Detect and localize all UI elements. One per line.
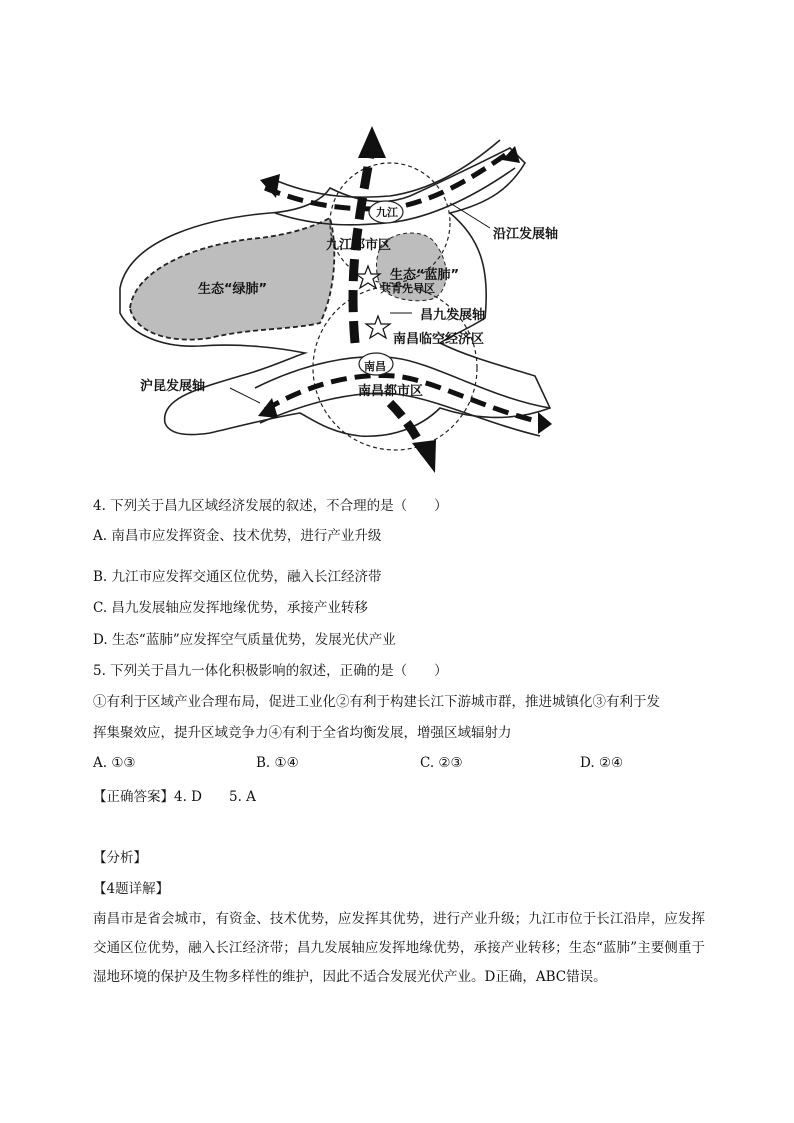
q4-stem: 4. 下列关于昌九区域经济发展的叙述，不合理的是（ ） (93, 498, 448, 514)
jiujiang-metro-label: 九江都市区 (326, 238, 392, 253)
riverside-axis-band (275, 153, 510, 209)
jiujiang-label: 九江 (376, 206, 398, 219)
blue-lung-label: 生态“蓝肺” (390, 268, 460, 283)
nanchang-label: 南昌 (364, 360, 386, 373)
detail-text: 南昌市是省会城市，有资金、技术优势，应发挥其优势，进行产业升级；九江市位于长江沿岸，应发挥交通区位优势，融入长江经济带；昌九发展轴应发挥地缘优势，承接产业转移；生态“蓝肺”主要侧重于湿地环境的保护及生物多样性的维护，因此不适合发展光伏产业。D正确，ABC错误。 (93, 911, 705, 985)
q4-option-b: B. 九江市应发挥交通区位优势，融入长江经济带 (93, 569, 382, 585)
q4-option-c: C. 昌九发展轴应发挥地缘优势，承接产业转移 (93, 600, 368, 616)
q5-statement-line2: 挥集聚效应，提升区域竞争力④有利于全省均衡发展，增强区域辐射力 (93, 725, 512, 741)
gongqing-label: 共青先导区 (380, 282, 435, 295)
q5-option-c: C. ②③ (420, 755, 463, 771)
q5-option-d: D. ②④ (580, 755, 624, 771)
q5-stem: 5. 下列关于昌九一体化积极影响的叙述，正确的是（ ） (93, 663, 448, 679)
analysis-title: 【分析】 (93, 850, 147, 866)
answer-line: 【正确答案】4. D 5. A (93, 789, 256, 805)
gongqing-star (356, 266, 380, 288)
q5-option-b: B. ①④ (256, 755, 299, 771)
detail-title: 【4题详解】 (93, 881, 170, 897)
hukun-axis-label: 沪昆发展轴 (140, 379, 206, 394)
changjiu-axis-label: 昌九发展轴 (420, 308, 486, 323)
riverside-axis-label: 沿江发展轴 (493, 227, 559, 242)
map-drawing (90, 118, 560, 478)
green-lung-label: 生态“绿肺” (198, 282, 268, 297)
q4-option-d: D. 生态“蓝肺”应发挥空气质量优势，发展光伏产业 (93, 632, 396, 648)
changjiu-map (90, 118, 560, 478)
airport-zone-label: 南昌临空经济区 (393, 332, 485, 347)
nanchang-metro-label: 南昌都市区 (358, 384, 424, 399)
q5-option-a: A. ①③ (93, 755, 136, 771)
q4-option-a: A. 南昌市应发挥资金、技术优势，进行产业升级 (93, 528, 382, 544)
q5-statement-line1: ①有利于区域产业合理布局，促进工业化②有利于构建长江下游城市群，推进城镇化③有利于发 (93, 694, 660, 710)
airport-star (366, 316, 390, 338)
